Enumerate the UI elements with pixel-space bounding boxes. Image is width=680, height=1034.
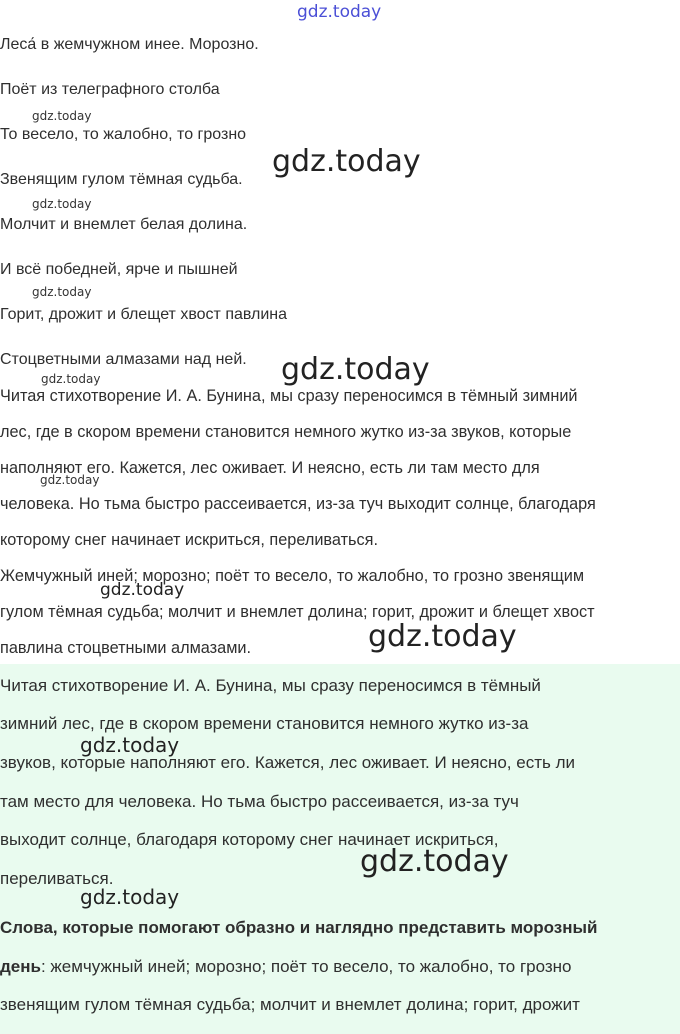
paragraph2-line-1: Жемчужный иней; морозно; поёт то весело, то жалобно, то грозно звенящим	[0, 567, 585, 585]
watermark: gdz.today	[281, 352, 430, 387]
answer-line-1: Читая стихотворение И. А. Бунина, мы сразу переносимся в тёмный	[0, 676, 541, 695]
paragraph1-line-5: которому снег начинает искриться, переливаться.	[0, 531, 379, 549]
answer-line-4: там место для человека. Но тьма быстро рассеивается, из-за туч	[0, 792, 519, 811]
paragraph2-line-3: павлина стоцветными алмазами.	[0, 639, 251, 657]
watermark: gdz.today	[32, 285, 92, 299]
words-heading-line-1: Слова, которые помогают образно и наглядно представить морозный	[0, 918, 598, 937]
paragraph1-line-4: человека. Но тьма быстро рассеивается, из-за туч выходит солнце, благодаря	[0, 495, 596, 513]
words-list-start: : жемчужный иней; морозно; поёт то весело, то жалобно, то грозно	[40, 957, 572, 976]
watermark: gdz.today	[40, 473, 100, 487]
poem-line-2: Поёт из телеграфного столба	[0, 81, 220, 98]
poem-line-7: Горит, дрожит и блещет хвост павлина	[0, 306, 288, 323]
watermark: gdz.today	[297, 2, 382, 22]
answer-line-3: звуков, которые наполняют его. Кажется, лес оживает. И неясно, есть ли	[0, 753, 575, 772]
paragraph1-line-2: лес, где в скором времени становится немного жутко из-за звуков, которые	[0, 423, 572, 441]
watermark: gdz.today	[360, 844, 509, 879]
watermark: gdz.today	[32, 109, 92, 123]
paragraph1-line-3: наполняют его. Кажется, лес оживает. И неясно, есть ли там место для	[0, 459, 540, 477]
poem-line-8: Стоцветными алмазами над ней.	[0, 351, 247, 368]
words-heading-line-2	[0, 957, 572, 977]
poem-line-3: То весело, то жалобно, то грозно	[0, 126, 247, 143]
watermark: gdz.today	[100, 580, 185, 600]
watermark: gdz.today	[41, 372, 101, 386]
poem-line-5: Молчит и внемлет белая долина.	[0, 216, 248, 233]
answer-line-2: зимний лес, где в скором времени становится немного жутко из-за	[0, 714, 529, 733]
watermark: gdz.today	[32, 197, 92, 211]
answer-line-6: переливаться.	[0, 869, 114, 888]
watermark: gdz.today	[368, 619, 517, 654]
watermark: gdz.today	[80, 885, 180, 909]
poem-line-1: Леса́ в жемчужном инее. Морозно.	[0, 36, 259, 53]
watermark: gdz.today	[272, 144, 421, 179]
paragraph2-line-2: гулом тёмная судьба; молчит и внемлет долина; горит, дрожит и блещет хвост	[0, 603, 595, 621]
poem-line-4: Звенящим гулом тёмная судьба.	[0, 171, 243, 188]
poem-line-6: И всё победней, ярче и пышней	[0, 261, 238, 278]
watermark: gdz.today	[80, 733, 180, 757]
answer-line-5: выходит солнце, благодаря которому снег начинает искриться,	[0, 830, 499, 849]
paragraph1-line-1: Читая стихотворение И. А. Бунина, мы сразу переносимся в тёмный зимний	[0, 387, 578, 405]
words-line-3: звенящим гулом тёмная судьба; молчит и внемлет долина; горит, дрожит	[0, 995, 580, 1014]
words-heading-day: день	[0, 957, 41, 976]
